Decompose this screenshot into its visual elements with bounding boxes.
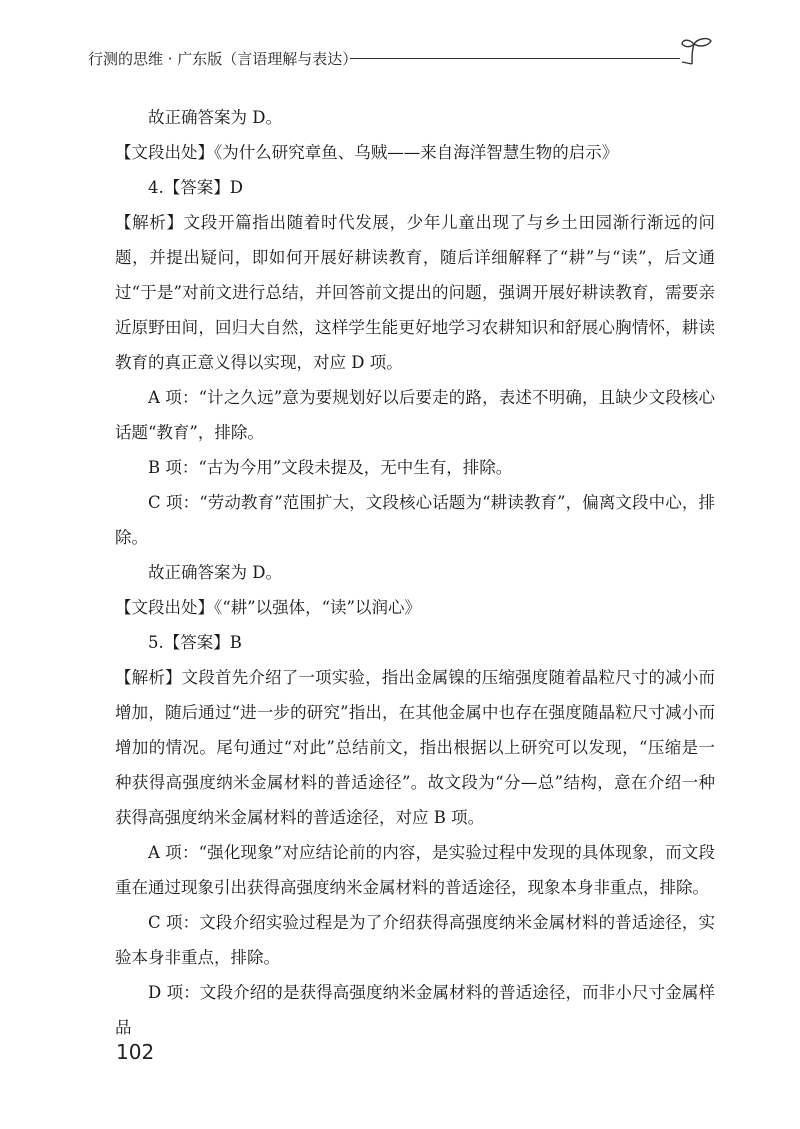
paragraph: 【文段出处】《“耕”以强体，“读”以润心》 (115, 598, 421, 617)
paragraph: 4.【答案】D (148, 178, 243, 197)
paragraph: C 项：文段介绍实验过程是为了介绍获得高强度纳米金属材料的普适途径，实验本身非重点，排除。 (115, 913, 715, 967)
paragraph: B 项：“古为今用”文段未提及，无中生有，排除。 (148, 458, 513, 477)
header-rule (350, 58, 680, 59)
paragraph: 【解析】文段首先介绍了一项实验，指出金属镍的压缩强度随着晶粒尺寸的减小而增加，随后通过“进一步的研究”指出，在其他金属中也存在强度随晶粒尺寸减小而增加的情况。尾句通过“对此”总结前文，指出根据以上研究可以发现，“压缩是一种获得高强度纳米金属材料的普适途径”。故文段为“分—总”结构，意在介绍一种获得高强度纳米金属材料的普适途径，对应 B 项。 (115, 668, 715, 827)
paragraph: 故正确答案为 D。 (148, 563, 282, 582)
paragraph: A 项：“计之久远”意为要规划好以后要走的路，表述不明确，且缺少文段核心话题“教育”，排除。 (115, 388, 715, 442)
paragraph: 5.【答案】B (148, 633, 242, 652)
paragraph: 【文段出处】《为什么研究章鱼、乌贼——来自海洋智慧生物的启示》 (115, 143, 619, 162)
running-header (88, 36, 728, 76)
paragraph: 故正确答案为 D。 (148, 108, 282, 127)
paragraph: A 项：“强化现象”对应结论前的内容，是实验过程中发现的具体现象，而文段重在通过现象引出获得高强度纳米金属材料的普适途径，现象本身非重点，排除。 (115, 843, 715, 897)
paragraph: C 项：“劳动教育”范围扩大，文段核心话题为“耕读教育”，偏离文段中心，排除。 (115, 493, 715, 547)
paragraph: D 项：文段介绍的是获得高强度纳米金属材料的普适途径，而非小尺寸金属样品 (115, 983, 715, 1037)
header-title: 行测的思维 · 广东版（言语理解与表达） (88, 50, 358, 68)
page-body (115, 100, 715, 1045)
paragraph: 【解析】文段开篇指出随着时代发展，少年儿童出现了与乡土田园渐行渐远的问题，并提出疑问，即如何开展好耕读教育，随后详细解释了“耕”与“读”，后文通过“于是”对前文进行总结，并回答前文提出的问题，强调开展好耕读教育，需要亲近原野田间，回归大自然，这样学生能更好地学习农耕知识和舒展心胸情怀，耕读教育的真正意义得以实现，对应 D 项。 (115, 213, 715, 372)
page-number: 102 (116, 1040, 155, 1064)
sprout-icon (680, 36, 714, 66)
